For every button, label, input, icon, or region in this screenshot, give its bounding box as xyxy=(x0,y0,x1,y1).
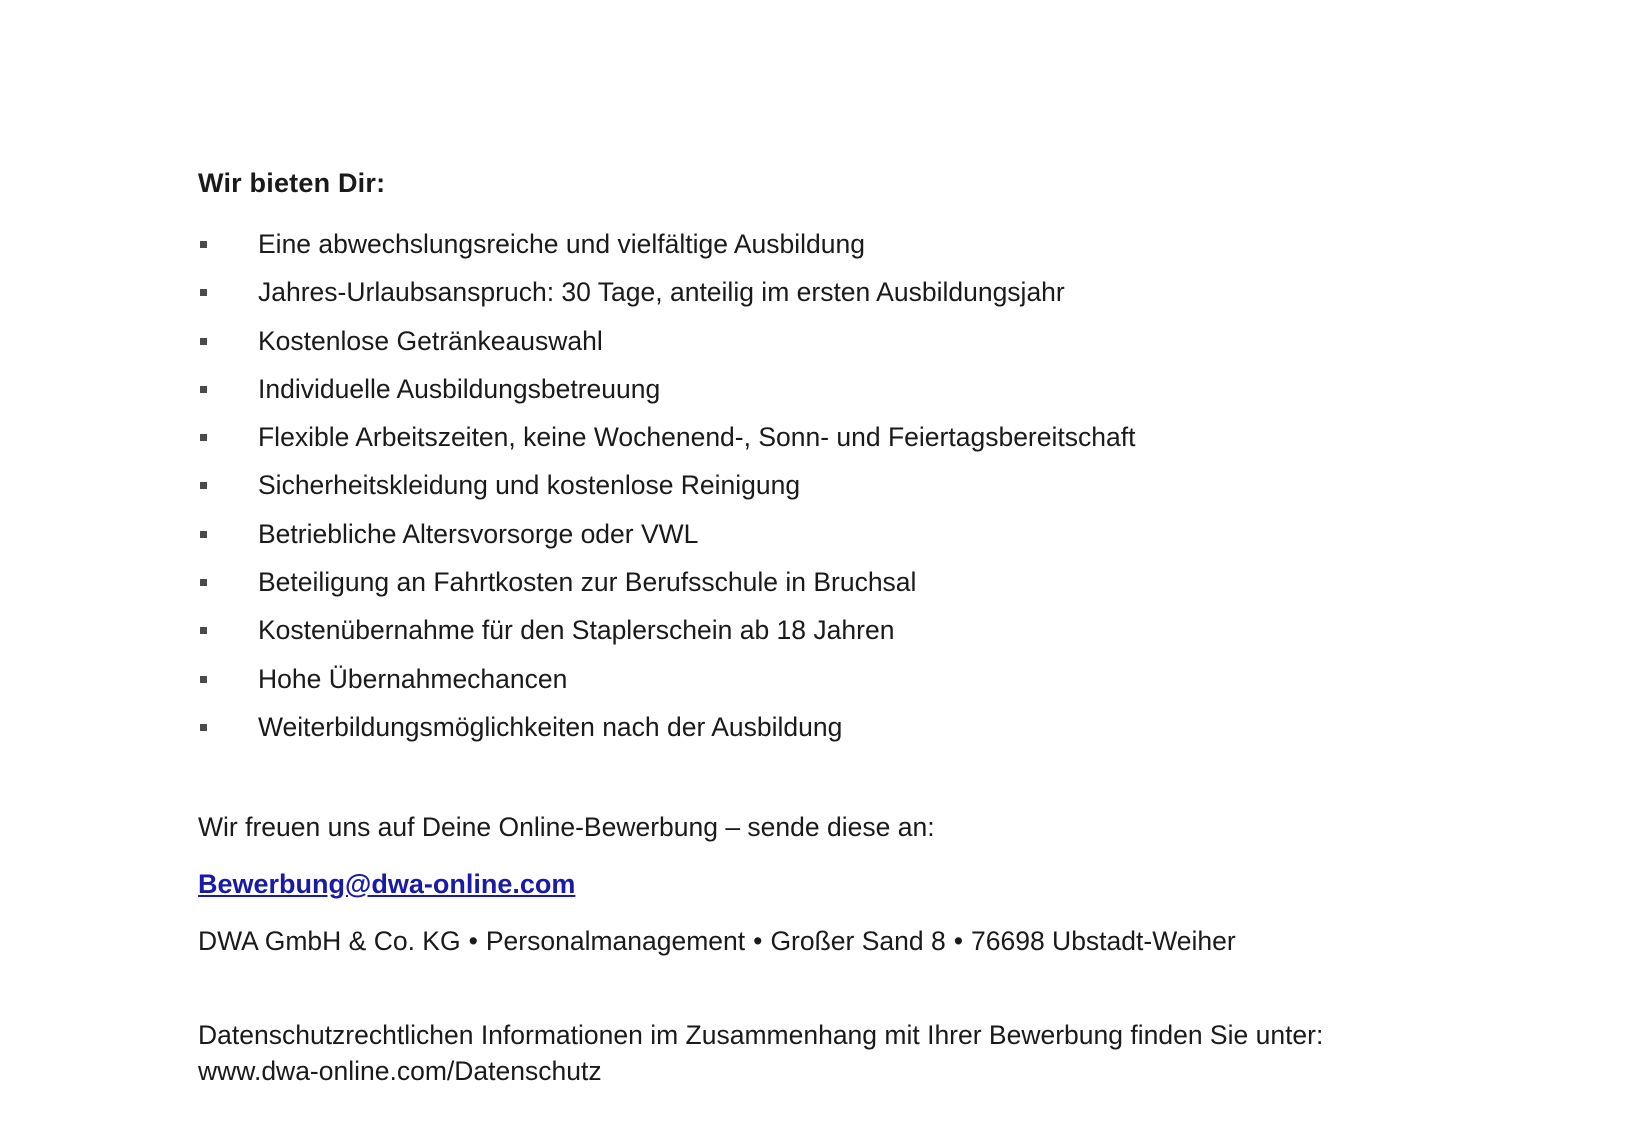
bullet-separator: • xyxy=(953,926,963,956)
benefit-text: Hohe Übernahmechancen xyxy=(258,663,568,694)
square-bullet-icon xyxy=(200,241,207,248)
benefit-text: Weiterbildungsmöglichkeiten nach der Ausbildung xyxy=(258,711,843,742)
square-bullet-icon xyxy=(200,579,207,586)
privacy-text: Datenschutzrechtlichen Informationen im Zusammenhang mit Ihrer Bewerbung finden Sie unter: xyxy=(198,1020,1324,1050)
benefit-text: Betriebliche Altersvorsorge oder VWL xyxy=(258,518,699,549)
benefit-text: Kostenlose Getränkeauswahl xyxy=(258,325,603,356)
company-name: DWA GmbH & Co. KG xyxy=(198,926,461,956)
company-address xyxy=(198,926,1236,957)
square-bullet-icon xyxy=(200,338,207,345)
privacy-notice xyxy=(198,1017,1323,1089)
benefit-text: Beteiligung an Fahrtkosten zur Berufsschule in Bruchsal xyxy=(258,567,917,598)
application-intro: Wir freuen uns auf Deine Online-Bewerbung – sende diese an: xyxy=(198,812,935,842)
square-bullet-icon xyxy=(200,434,207,441)
benefits-heading: Wir bieten Dir: xyxy=(198,168,386,198)
benefit-text: Jahres-Urlaubsanspruch: 30 Tage, anteilig im ersten Ausbildungsjahr xyxy=(258,277,1065,308)
email-link[interactable]: Bewerbung@dwa-online.com xyxy=(198,869,576,899)
privacy-url: www.dwa-online.com/Datenschutz xyxy=(198,1056,602,1086)
square-bullet-icon xyxy=(200,289,207,296)
city: 76698 Ubstadt-Weiher xyxy=(971,926,1236,956)
square-bullet-icon xyxy=(200,724,207,731)
square-bullet-icon xyxy=(200,386,207,393)
department: Personalmanagement xyxy=(485,926,746,956)
square-bullet-icon xyxy=(200,482,207,489)
bullet-separator: • xyxy=(468,926,478,956)
benefit-text: Eine abwechslungsreiche und vielfältige Ausbildung xyxy=(258,229,865,259)
benefit-text: Sicherheitskleidung und kostenlose Reinigung xyxy=(258,470,801,501)
square-bullet-icon xyxy=(200,676,207,683)
street: Großer Sand 8 xyxy=(770,926,946,956)
bullet-separator: • xyxy=(753,926,763,956)
square-bullet-icon xyxy=(200,531,207,538)
benefit-text: Individuelle Ausbildungsbetreuung xyxy=(258,373,661,404)
square-bullet-icon xyxy=(200,627,207,634)
benefit-text: Kostenübernahme für den Staplerschein ab 18 Jahren xyxy=(258,615,895,646)
benefit-text: Flexible Arbeitszeiten, keine Wochenend-, Sonn- und Feiertagsbereitschaft xyxy=(258,422,1136,453)
